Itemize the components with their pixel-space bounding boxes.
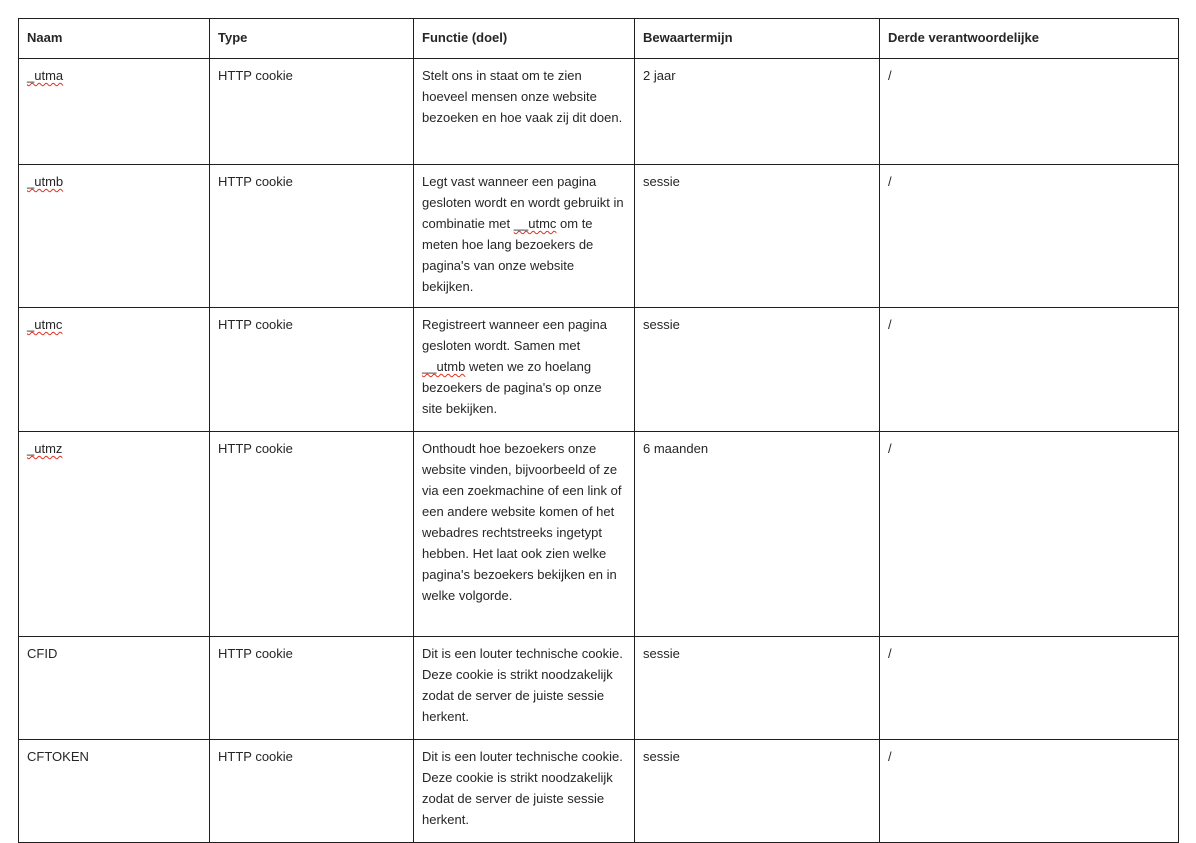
cell-derde-verantwoordelijke [880,165,1179,308]
cookie-type: HTTP cookie [218,646,293,661]
cookie-type: HTTP cookie [218,441,293,456]
cell-type [210,308,414,432]
cell-bewaartermijn [635,740,880,843]
functie-text: Onthoudt hoe bezoekers onze website vinden, bijvoorbeeld of ze via een zoekmachine of een link of een andere website komen of het webadres rechtstreeks ingetypt hebben. Het laat ook zien welke pagina's bezoekers bekijken en in welke volgorde. [422,441,622,603]
bewaartermijn-value: sessie [643,174,680,189]
cell-type [210,432,414,637]
cell-bewaartermijn [635,59,880,165]
cookie-table [18,18,1179,843]
cookie-type: HTTP cookie [218,68,293,83]
cell-functie [414,432,635,637]
header-row [19,19,1179,59]
functie-text: Legt vast wanneer een pagina gesloten wordt en wordt gebruikt in combinatie met [422,174,624,231]
cookie-type: HTTP cookie [218,749,293,764]
bewaartermijn-value: sessie [643,317,680,332]
cell-functie [414,308,635,432]
derde-value: / [888,317,892,332]
cell-type [210,637,414,740]
col-header-functie: Functie (doel) [414,19,635,59]
bewaartermijn-value: 2 jaar [643,68,676,83]
bewaartermijn-value: sessie [643,749,680,764]
cell-functie [414,740,635,843]
cookie-name: CFTOKEN [27,749,89,764]
cell-naam [19,432,210,637]
cell-functie [414,637,635,740]
cookie-name-misspelled: _utma [27,68,64,83]
cell-naam [19,637,210,740]
cell-derde-verantwoordelijke [880,740,1179,843]
cell-type [210,165,414,308]
functie-text: Dit is een louter technische cookie. Deze cookie is strikt noodzakelijk zodat de server de juiste sessie herkent. [422,646,623,724]
table-row [19,637,1179,740]
table-row [19,432,1179,637]
col-header-naam: Naam [19,19,210,59]
derde-value: / [888,174,892,189]
functie-text: weten we zo hoelang bezoekers de pagina's op onze site bekijken. [422,359,602,416]
derde-value: / [888,68,892,83]
cell-naam [19,165,210,308]
cookie-type: HTTP cookie [218,174,293,189]
cell-type [210,59,414,165]
cell-naam [19,308,210,432]
cookie-name-misspelled: _utmb [27,174,64,189]
derde-value: / [888,749,892,764]
table-row [19,740,1179,843]
cookie-table-body [19,59,1179,843]
cookie-name: CFID [27,646,58,661]
bewaartermijn-value: sessie [643,646,680,661]
cookie-name-misspelled: _utmc [27,317,63,332]
functie-text: Dit is een louter technische cookie. Deze cookie is strikt noodzakelijk zodat de server de juiste sessie herkent. [422,749,623,827]
functie-text: om te meten hoe lang bezoekers de pagina's van onze website bekijken. [422,216,594,294]
derde-value: / [888,646,892,661]
cell-bewaartermijn [635,432,880,637]
misspelled-token: __utmb [422,359,466,374]
cell-derde-verantwoordelijke [880,59,1179,165]
cell-derde-verantwoordelijke [880,637,1179,740]
col-header-type: Type [210,19,414,59]
col-header-bewaartermijn: Bewaartermijn [635,19,880,59]
cell-derde-verantwoordelijke [880,432,1179,637]
cell-type [210,740,414,843]
derde-value: / [888,441,892,456]
cookie-type: HTTP cookie [218,317,293,332]
cell-functie [414,165,635,308]
cookie-name-misspelled: _utmz [27,441,63,456]
cell-bewaartermijn [635,308,880,432]
cell-bewaartermijn [635,637,880,740]
table-row [19,59,1179,165]
functie-text: Stelt ons in staat om te zien hoeveel mensen onze website bezoeken en hoe vaak zij dit doen. [422,68,623,125]
cell-naam [19,59,210,165]
col-header-derde-verantwoordelijke: Derde verantwoordelijke [880,19,1179,59]
cell-derde-verantwoordelijke [880,308,1179,432]
table-row [19,165,1179,308]
bewaartermijn-value: 6 maanden [643,441,709,456]
table-row [19,308,1179,432]
cell-bewaartermijn [635,165,880,308]
misspelled-token: __utmc [513,216,557,231]
functie-text: Registreert wanneer een pagina gesloten wordt. Samen met [422,317,608,353]
cell-naam [19,740,210,843]
cell-functie [414,59,635,165]
